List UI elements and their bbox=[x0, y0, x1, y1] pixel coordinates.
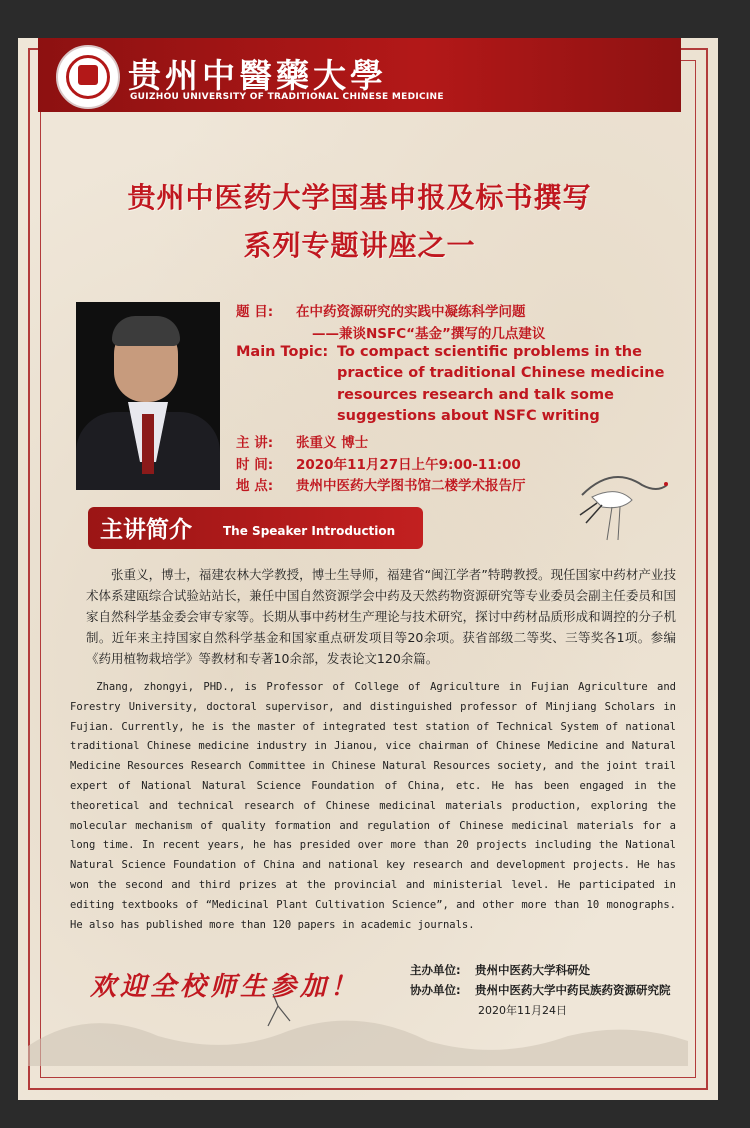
page-title-line1: 贵州中医药大学国基申报及标书撰写 bbox=[127, 181, 592, 214]
topic-en-line3: resources research and talk some bbox=[337, 387, 614, 403]
cohost-org: 贵州中医药大学中药民族药资源研究院 bbox=[475, 983, 671, 997]
page-title-line2: 系列专题讲座之一 bbox=[243, 229, 476, 262]
time-label: 时 间: bbox=[236, 457, 274, 473]
cohost-label: 协办单位: bbox=[410, 983, 461, 997]
university-name-cn: 贵州中醫藥大學 bbox=[128, 56, 387, 95]
main-topic-label: Main Topic: bbox=[236, 344, 329, 360]
bio-chinese: 张重义，博士，福建农林大学教授，博士生导师，福建省“闽江学者”特聘教授。现任国家中药材产业技术体系建瓯综合试验站站长，兼任中国自然资源学会中药及天然药物资源研究等专业委员会副主任委员和国家自然科学基金委会审专家等。长期从事中药材生产理论与技术研究，探讨中药材品质形成和调控的分子机制。近年来主持国家自然科学基金和国家重点研发项目等20余项。获省部级二等奖、三等奖各1项。参编《药用植物栽培学》等教材和专著10余部，发表论文120余篇。 bbox=[86, 567, 676, 666]
section-title-cn: 主讲简介 bbox=[100, 517, 192, 543]
bio-english: Zhang, zhongyi, PHD., is Professor of College of Agriculture in Fujian Agriculture and Forestry University, doctoral supervisor, and distinguished professor of Minjiang Scholars in Fujian. Currently, he is the master of integrated test station of Technical System of national traditional Chinese medicine industry in Jianou, vice chairman of Chinese Medicine and Natural Medicine Resources Research Committee in Chinese Natural Resources society, and the joint trail expert of National Natural Science Foundation of China, etc. He has been engaged in the theoretical and technical research of Chinese medicinal materials production, exploring the molecular mechanism of quality formation and regulation of Chinese medicinal materials for a long time. In recent years, he has presided over more than 20 projects including the National Natural Science Foundation of China and national key research and development projects. He has won the second and third prizes at the provincial and ministerial level. He participated in editing textbooks of “Medicinal Plant Cultivation Science”, and other more than 10 monographs. He also has published more than 120 papers in academic journals. bbox=[70, 681, 676, 931]
speaker-label: 主 讲: bbox=[236, 435, 274, 451]
section-title-en: The Speaker Introduction bbox=[223, 524, 396, 538]
lecture-time: 2020年11月27日上午9:00-11:00 bbox=[296, 457, 521, 473]
host-label: 主办单位: bbox=[410, 963, 461, 977]
place-label: 地 点: bbox=[236, 478, 274, 494]
crane-icon bbox=[572, 455, 672, 545]
topic-en-line1: To compact scientific problems in the bbox=[337, 344, 642, 360]
speaker-photo bbox=[76, 302, 220, 490]
issue-date: 2020年11月24日 bbox=[478, 1004, 567, 1017]
lecture-place: 贵州中医药大学图书馆二楼学术报告厅 bbox=[296, 478, 526, 494]
university-name-en: GUIZHOU UNIVERSITY OF TRADITIONAL CHINESE MEDICINE bbox=[130, 92, 444, 102]
welcome-slogan: 欢迎全校师生参加！ bbox=[90, 972, 361, 1002]
host-org: 贵州中医药大学科研处 bbox=[475, 963, 590, 977]
topic-cn-line1: 在中药资源研究的实践中凝练科学问题 bbox=[296, 304, 526, 320]
topic-cn-line2: ——兼谈NSFC“基金”撰写的几点建议 bbox=[312, 326, 546, 342]
topic-label-cn: 题 目: bbox=[236, 304, 274, 320]
topic-en-line4: suggestions about NSFC writing bbox=[337, 408, 600, 424]
university-logo-icon bbox=[56, 45, 120, 109]
topic-en-line2: practice of traditional Chinese medicine bbox=[337, 365, 665, 381]
speaker-name: 张重义 博士 bbox=[296, 435, 369, 451]
